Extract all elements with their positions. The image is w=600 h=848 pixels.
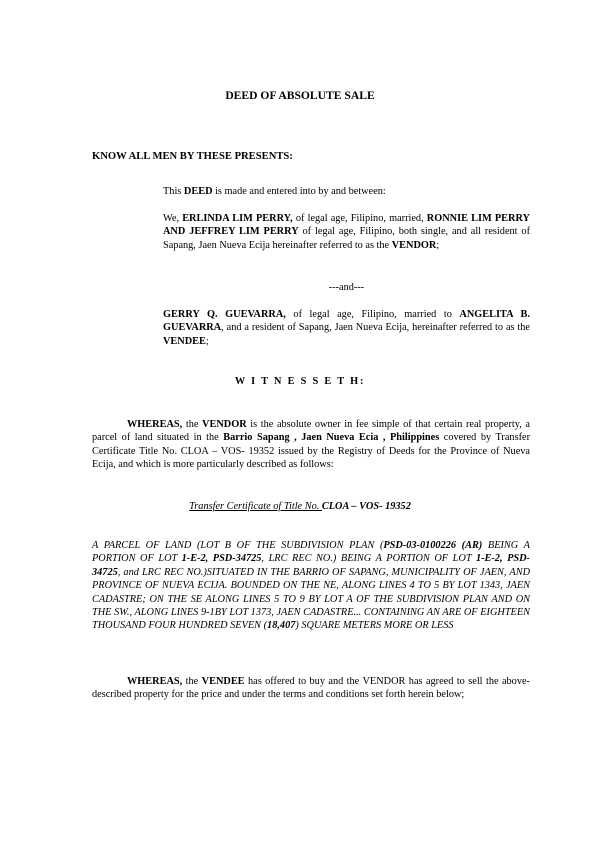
parcel-text-1: A PARCEL OF LAND (LOT B OF THE SUBDIVISION PLAN (	[92, 540, 384, 551]
vendee-name-1: GERRY Q. GUEVARRA,	[163, 309, 286, 320]
witnesseth-heading: W I T N E S S E T H:	[234, 376, 366, 387]
intro-paragraph	[163, 185, 530, 198]
vendee-paragraph	[163, 308, 530, 348]
whereas1-vendor: VENDOR	[202, 419, 247, 430]
vendee-name-2: ANGELITA B. GUEVARRA	[163, 309, 530, 334]
parcel-text-2: BEING A PORTION OF LOT	[92, 540, 530, 565]
whereas1-text-1: is the absolute owner in fee simple of that certain real property, a parcel of land situated in the	[92, 419, 530, 444]
vendor-name-2: RONNIE LIM PERRY AND JEFFREY LIM PERRY	[163, 213, 530, 238]
parcel-bold-3: 1-E-2, PSD-34725	[92, 553, 530, 578]
vendor-text-2: of legal age, Filipino, both single, and all resident of Sapang, Jaen Nueva Ecija hereinafter referred to as the	[163, 226, 530, 251]
whereas2-text: has offered to buy and the VENDOR has agreed to sell the above-described property for the price and under the terms and conditions set forth herein below;	[92, 676, 530, 701]
vendee-term: VENDEE	[163, 335, 206, 347]
intro-deed: DEED	[183, 186, 213, 197]
vendee-end: ;	[205, 335, 209, 347]
vendee-text-2: , and a resident of Sapang, Jaen Nueva Ecija, hereinafter referred to as the	[221, 322, 530, 334]
parcel-bold-4: 18,407	[267, 620, 296, 632]
vendor-text-1: of legal age, Filipino, married,	[292, 213, 427, 224]
vendee-text-1: of legal age, Filipino, married to	[285, 309, 460, 320]
vendor-term: VENDOR	[391, 239, 437, 251]
intro-post: is made and entered into by and between:	[212, 186, 386, 197]
vendor-paragraph	[163, 212, 530, 252]
parcel-description	[92, 539, 530, 633]
document-title: DEED OF ABSOLUTE SALE	[225, 89, 375, 102]
parcel-bold-1: PSD-03-0100226 (AR)	[383, 540, 483, 551]
whereas1-place: Barrio Sapang , Jaen Nueva Ecia , Philippines	[223, 432, 440, 444]
tct-label: Transfer Certificate of Title No.	[189, 501, 322, 512]
parcel-text-4: , and LRC REC NO.)SITUATED IN THE BARRIO OF SAPANG, MUNICIPALITY OF JAEN, AND PROVINCE OF NUEVA ECIJA. BOUNDED ON THE NE, ALONG LINES 4 TO 5 BY LOT 1343, JAEN CADASTRE; ON THE SE ALONG LINES 5 TO 9 BY LOT A OF THE SUBDIVISION PLAN AND ON THE SW., ALONG LINES 9-1BY LOT 1373, JAEN CADASTRE... CONTAINING AN ARE OF EIGHTEEN THOUSAND FOUR HUNDRED SEVEN (	[92, 566, 530, 632]
know-all-heading: KNOW ALL MEN BY THESE PRESENTS:	[92, 151, 293, 162]
tct-number: CLOA – VOS- 19352	[321, 501, 411, 512]
tct-line	[0, 500, 600, 513]
vendor-we: We,	[163, 213, 183, 224]
parcel-text-5: ) SQUARE METERS MORE OR LESS	[295, 620, 454, 632]
whereas1-label: WHEREAS,	[127, 419, 183, 430]
and-separator: ---and---	[328, 282, 365, 293]
whereas2-vendee: VENDEE	[201, 676, 245, 687]
whereas2-label: WHEREAS,	[127, 676, 183, 687]
parcel-bold-2: 1-E-2, PSD-34725	[181, 553, 262, 565]
whereas-paragraph-2	[92, 675, 530, 702]
whereas1-text-2: covered by Transfer Certificate Title No. CLOA – VOS- 19352 issued by the Registry of Deeds for the Province of Nueva Ecija, and which is more particularly described as follows:	[92, 432, 531, 471]
vendor-end: ;	[436, 239, 440, 251]
vendor-name-1: ERLINDA LIM PERRY,	[182, 213, 293, 224]
whereas-paragraph-1	[92, 418, 530, 472]
whereas2-the: the	[182, 676, 202, 687]
intro-pre: This	[163, 186, 184, 197]
whereas1-the: the	[182, 419, 203, 430]
parcel-text-3: , LRC REC NO.) BEING A PORTION OF LOT	[261, 553, 476, 565]
